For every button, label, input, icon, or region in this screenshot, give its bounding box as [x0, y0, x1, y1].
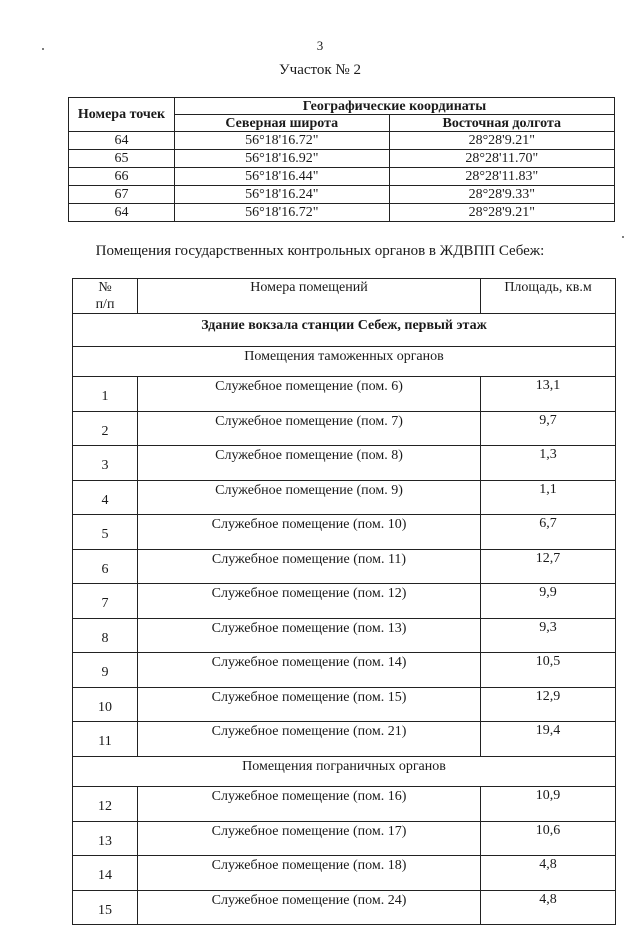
row-number: 4 [73, 480, 138, 515]
room-name: Служебное помещение (пом. 15) [138, 687, 481, 722]
row-number: 7 [73, 584, 138, 619]
longitude-value: 28°28'9.33" [389, 186, 614, 204]
row-number: 6 [73, 549, 138, 584]
row-number: 8 [73, 618, 138, 653]
table-row [73, 480, 616, 515]
room-area: 9,7 [481, 411, 616, 446]
room-name: Служебное помещение (пом. 17) [138, 821, 481, 856]
row-number: 14 [73, 856, 138, 891]
table-row [73, 549, 616, 584]
room-name: Служебное помещение (пом. 18) [138, 856, 481, 891]
scan-speck [42, 48, 44, 50]
table-row [69, 168, 615, 186]
table-row [69, 186, 615, 204]
header-row-number [73, 279, 138, 314]
table-row [73, 653, 616, 688]
row-number: 10 [73, 687, 138, 722]
longitude-value: 28°28'11.83" [389, 168, 614, 186]
room-area: 4,8 [481, 890, 616, 925]
table-row [73, 446, 616, 481]
longitude-value: 28°28'9.21" [389, 132, 614, 150]
table-row [73, 856, 616, 891]
room-name: Служебное помещение (пом. 8) [138, 446, 481, 481]
point-number: 65 [69, 150, 175, 168]
row-number: 9 [73, 653, 138, 688]
longitude-value: 28°28'11.70" [389, 150, 614, 168]
row-number: 5 [73, 515, 138, 550]
room-name: Служебное помещение (пом. 9) [138, 480, 481, 515]
table-row [73, 584, 616, 619]
customs-group-title: Помещения таможенных органов [73, 346, 616, 377]
border-group-title: Помещения пограничных органов [73, 756, 616, 787]
room-name: Служебное помещение (пом. 11) [138, 549, 481, 584]
scan-speck [622, 236, 624, 238]
latitude-value: 56°18'16.44" [175, 168, 390, 186]
room-name: Служебное помещение (пом. 16) [138, 787, 481, 822]
row-number: 15 [73, 890, 138, 925]
building-title: Здание вокзала станции Себеж, первый этаж [73, 314, 616, 347]
rooms-table [72, 278, 616, 925]
header-area: Площадь, кв.м [481, 279, 616, 314]
table-row [73, 722, 616, 757]
header-geo-coordinates: Географические координаты [175, 98, 615, 115]
table-row [69, 132, 615, 150]
page-number: 3 [316, 38, 324, 53]
header-no-line2: п/п [95, 297, 115, 312]
room-name: Служебное помещение (пом. 6) [138, 377, 481, 412]
room-area: 9,9 [481, 584, 616, 619]
table-row [73, 618, 616, 653]
latitude-value: 56°18'16.24" [175, 186, 390, 204]
longitude-value: 28°28'9.21" [389, 204, 614, 222]
room-area: 6,7 [481, 515, 616, 550]
room-area: 12,9 [481, 687, 616, 722]
room-name: Служебное помещение (пом. 14) [138, 653, 481, 688]
header-latitude: Северная широта [175, 115, 390, 132]
room-name: Служебное помещение (пом. 24) [138, 890, 481, 925]
header-room-names: Номера помещений [138, 279, 481, 314]
room-name: Служебное помещение (пом. 7) [138, 411, 481, 446]
room-area: 12,7 [481, 549, 616, 584]
row-number: 3 [73, 446, 138, 481]
table-row [69, 150, 615, 168]
point-number: 67 [69, 186, 175, 204]
room-area: 9,3 [481, 618, 616, 653]
room-area: 10,6 [481, 821, 616, 856]
table-row [73, 411, 616, 446]
header-longitude: Восточная долгота [389, 115, 614, 132]
table-row [73, 377, 616, 412]
table-row [69, 204, 615, 222]
room-name: Служебное помещение (пом. 10) [138, 515, 481, 550]
row-number: 12 [73, 787, 138, 822]
room-area: 1,1 [481, 480, 616, 515]
table-row [73, 787, 616, 822]
table-row [73, 821, 616, 856]
row-number: 11 [73, 722, 138, 757]
table-row [73, 515, 616, 550]
coordinates-table [68, 97, 615, 222]
row-number: 2 [73, 411, 138, 446]
room-area: 10,5 [481, 653, 616, 688]
rooms-section-title: Помещения государственных контрольных органов в ЖДВПП Себеж: [95, 243, 545, 259]
room-name: Служебное помещение (пом. 12) [138, 584, 481, 619]
room-area: 4,8 [481, 856, 616, 891]
latitude-value: 56°18'16.72" [175, 204, 390, 222]
group-row [73, 756, 616, 787]
row-number: 13 [73, 821, 138, 856]
point-number: 64 [69, 132, 175, 150]
header-no-line1: № [98, 280, 112, 295]
point-number: 64 [69, 204, 175, 222]
room-area: 1,3 [481, 446, 616, 481]
building-row [73, 314, 616, 347]
section-title: Участок № 2 [279, 62, 361, 78]
room-area: 10,9 [481, 787, 616, 822]
latitude-value: 56°18'16.92" [175, 150, 390, 168]
row-number: 1 [73, 377, 138, 412]
group-row [73, 346, 616, 377]
room-area: 19,4 [481, 722, 616, 757]
room-area: 13,1 [481, 377, 616, 412]
header-points: Номера точек [69, 98, 175, 132]
room-name: Служебное помещение (пом. 21) [138, 722, 481, 757]
point-number: 66 [69, 168, 175, 186]
latitude-value: 56°18'16.72" [175, 132, 390, 150]
table-row [73, 687, 616, 722]
table-row [73, 890, 616, 925]
room-name: Служебное помещение (пом. 13) [138, 618, 481, 653]
